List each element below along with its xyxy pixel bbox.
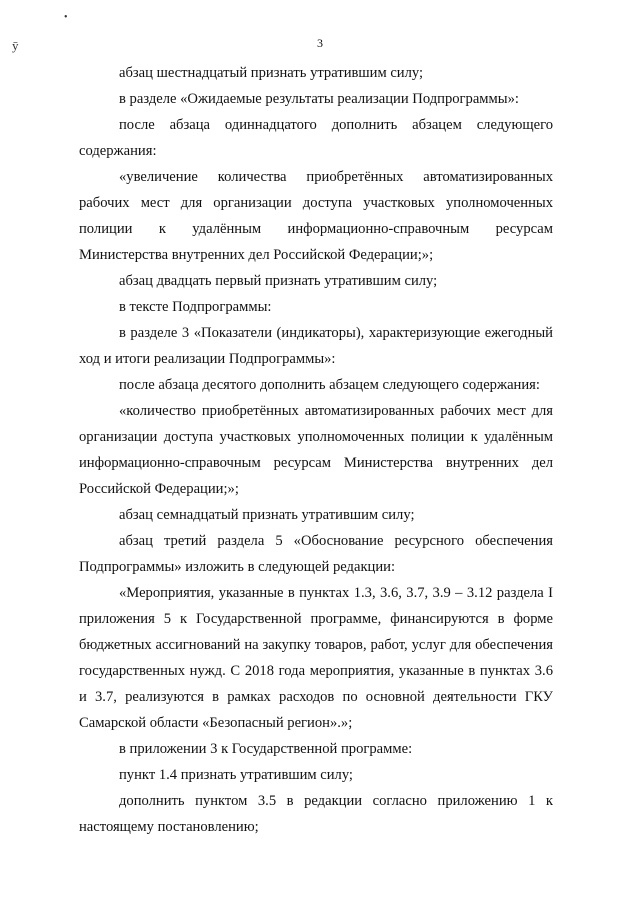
paragraph: в приложении 3 к Государственной программе: — [119, 741, 413, 757]
paragraph: абзац двадцать первый признать утратившим силу; — [119, 273, 438, 289]
paragraph: после абзаца одиннадцатого дополнить абзацем следующего содержания: — [79, 117, 553, 159]
paragraph: «Мероприятия, указанные в пунктах 1.3, 3.6, 3.7, 3.9 – 3.12 раздела I приложения 5 к Государственной программе, финансируются в форме бюджетных ассигнований на закупку товаров, работ, услуг для обеспечения государственных нужд. С 2018 года мероприятия, указанные в пунктах 3.6 и 3.7, реализуются в рамках расходов по основной деятельности ГКУ Самарской области «Безопасный регион».»; — [79, 585, 553, 731]
page-number: 3 — [317, 36, 323, 50]
document-body — [79, 60, 553, 840]
paragraph: абзац шестнадцатый признать утратившим силу; — [119, 65, 424, 81]
paragraph: в разделе «Ожидаемые результаты реализации Подпрограммы»: — [119, 91, 519, 107]
scan-artifact-dot: • — [64, 12, 68, 23]
paragraph: абзац семнадцатый признать утратившим силу; — [119, 507, 415, 523]
paragraph: в разделе 3 «Показатели (индикаторы), характеризующие ежегодный ход и итоги реализации Подпрограммы»: — [79, 325, 553, 367]
paragraph: после абзаца десятого дополнить абзацем следующего содержания: — [119, 377, 540, 393]
paragraph: «увеличение количества приобретённых автоматизированных рабочих мест для организации доступа участковых уполномоченных полиции к удалённым информационно-справочным ресурсам Министерства внутренних дел Российской Федерации;»; — [79, 169, 553, 263]
scan-artifact-mark: ȳ — [12, 38, 19, 53]
paragraph: «количество приобретённых автоматизированных рабочих мест для организации доступа участковых уполномоченных полиции к удалённым информационно-справочным ресурсам Министерства внутренних дел Российской Федерации;»; — [79, 403, 553, 497]
paragraph: дополнить пунктом 3.5 в редакции согласно приложению 1 к настоящему постановлению; — [79, 793, 553, 835]
paragraph: в тексте Подпрограммы: — [119, 299, 272, 315]
paragraph: пункт 1.4 признать утратившим силу; — [119, 767, 353, 783]
paragraph: абзац третий раздела 5 «Обоснование ресурсного обеспечения Подпрограммы» изложить в следующей редакции: — [79, 533, 553, 575]
